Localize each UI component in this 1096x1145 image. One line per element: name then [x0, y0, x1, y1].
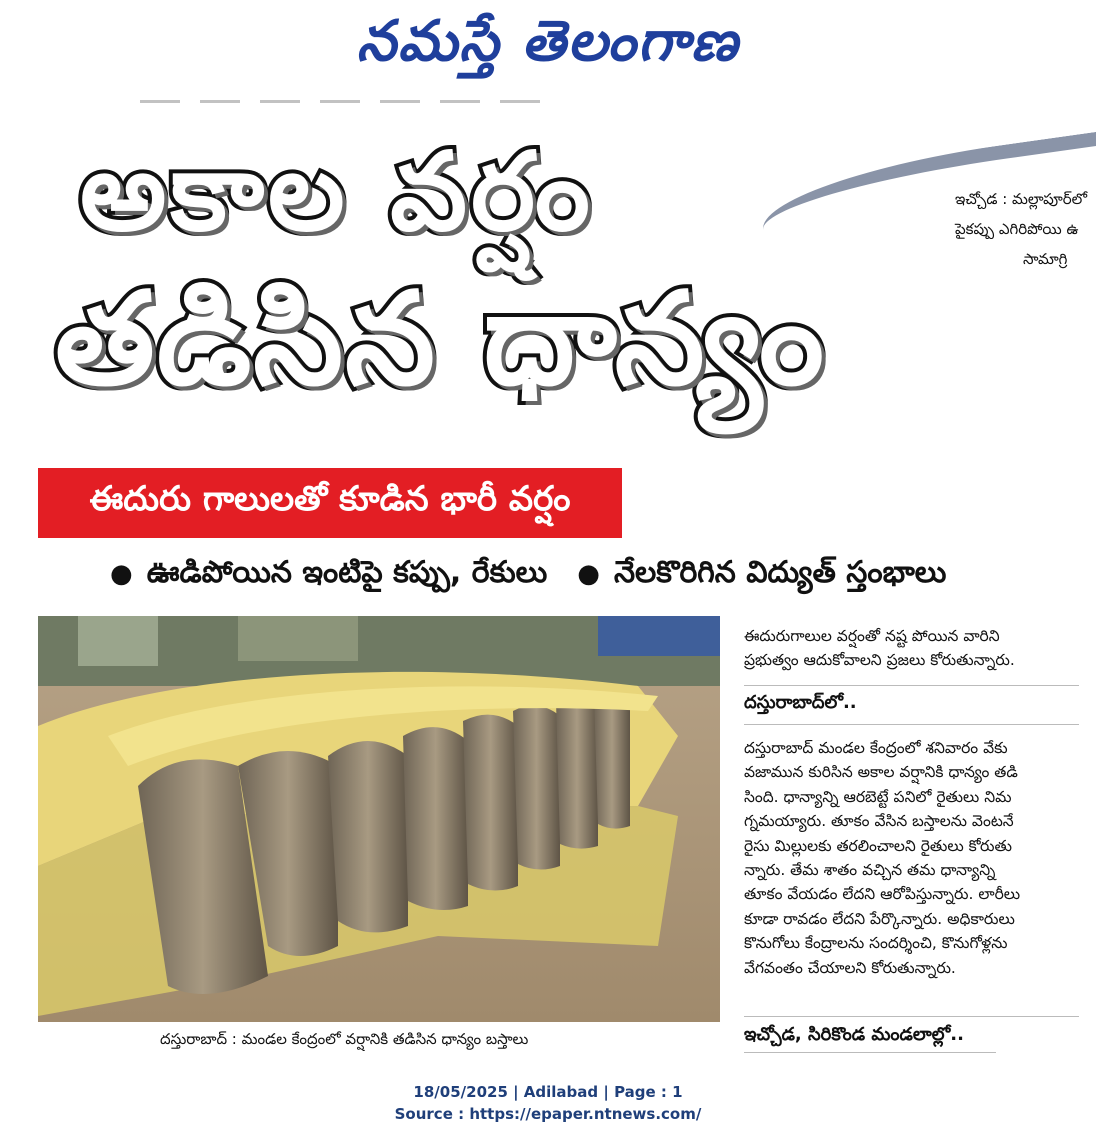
section-title: దస్తురాబాద్‌లో..	[744, 692, 857, 713]
text-line: దస్తురాబాద్ మండల కేంద్రంలో శనివారం వేకు	[744, 739, 1008, 757]
news-photo	[38, 616, 720, 1022]
section-title: ఇచ్చోడ, సిరికొండ మండలాల్లో..	[744, 1024, 964, 1045]
bullet-item: ఊడిపోయిన ఇంటిపై కప్పు, రేకులు	[146, 555, 548, 590]
text-line: తూకం వేయడం లేదని ఆరోపిస్తున్నారు. లారీలు	[744, 885, 1021, 904]
masthead-logo: నమస్తే తెలంగాణ	[356, 8, 740, 74]
text-line: కొనుగోలు కేంద్రాలను సందర్శించి, కొనుగోళ్లను	[744, 934, 1008, 953]
side-note-line: పైకప్పు ఎగిరిపోయి ఉ	[955, 220, 1079, 238]
side-note-line: సామాగ్రి	[1023, 250, 1068, 268]
headline-line-2: తడిసిన ధాన్యం	[55, 265, 826, 414]
faint-header-line	[140, 100, 550, 103]
side-note-line: ఇచ్చోడ : మల్లాపూర్‌లో	[955, 190, 1088, 208]
text-line: వేగవంతం చేయాలని కోరుతున్నారు.	[744, 958, 956, 977]
red-banner	[38, 468, 622, 538]
column-divider	[744, 724, 1079, 725]
intro-paragraph	[744, 624, 1079, 673]
photo-caption: దస్తురాబాద్ : మండల కేంద్రంలో వర్షానికి తడిసిన ధాన్యం బస్తాలు	[160, 1030, 529, 1048]
column-divider	[744, 685, 1079, 686]
text-line: ప్రభుత్వం ఆదుకోవాలని ప్రజలు కోరుతున్నారు.	[744, 651, 1015, 670]
text-line: వజామున కురిసిన అకాల వర్షానికి ధాన్యం తడి	[744, 763, 1018, 782]
text-line: గ్నమయ్యారు. తూకం వేసిన బస్తాలను వెంటనే	[744, 812, 1014, 831]
column-divider	[744, 1052, 996, 1053]
text-line: న్నారు. తేమ శాతం వచ్చిన తమ ధాన్యాన్ని	[744, 861, 996, 880]
bullet-row	[110, 555, 946, 597]
text-line: సింది. ధాన్యాన్ని ఆరబెట్టే పనిలో రైతులు నిమ	[744, 787, 1012, 806]
grain-sacks-photo-illustration	[38, 616, 720, 1022]
column-divider	[744, 1016, 1079, 1017]
bullet-icon: ●	[577, 559, 600, 589]
text-line: రైసు మిల్లులకు తరలించాలని రైతులు కోరుతు	[744, 836, 1012, 855]
footer-date-line: 18/05/2025 | Adilabad | Page : 1	[413, 1083, 683, 1101]
red-banner-text: ఈదురు గాలులతో కూడిన భారీ వర్షం	[89, 479, 571, 519]
text-line: కూడా రావడం లేదని పేర్కొన్నారు. అధికారులు	[744, 909, 1015, 928]
bullet-icon: ●	[110, 559, 133, 589]
headline-line-1: అకాల వర్షం	[80, 130, 594, 255]
article-body	[744, 736, 1079, 980]
bullet-item: నేలకొరిగిన విద్యుత్ స్తంభాలు	[613, 555, 947, 590]
footer-source-line: Source : https://epaper.ntnews.com/	[394, 1105, 702, 1123]
text-line: ఈదురుగాలుల వర్షంతో నష్ట పోయిన వారిని	[744, 627, 1000, 645]
